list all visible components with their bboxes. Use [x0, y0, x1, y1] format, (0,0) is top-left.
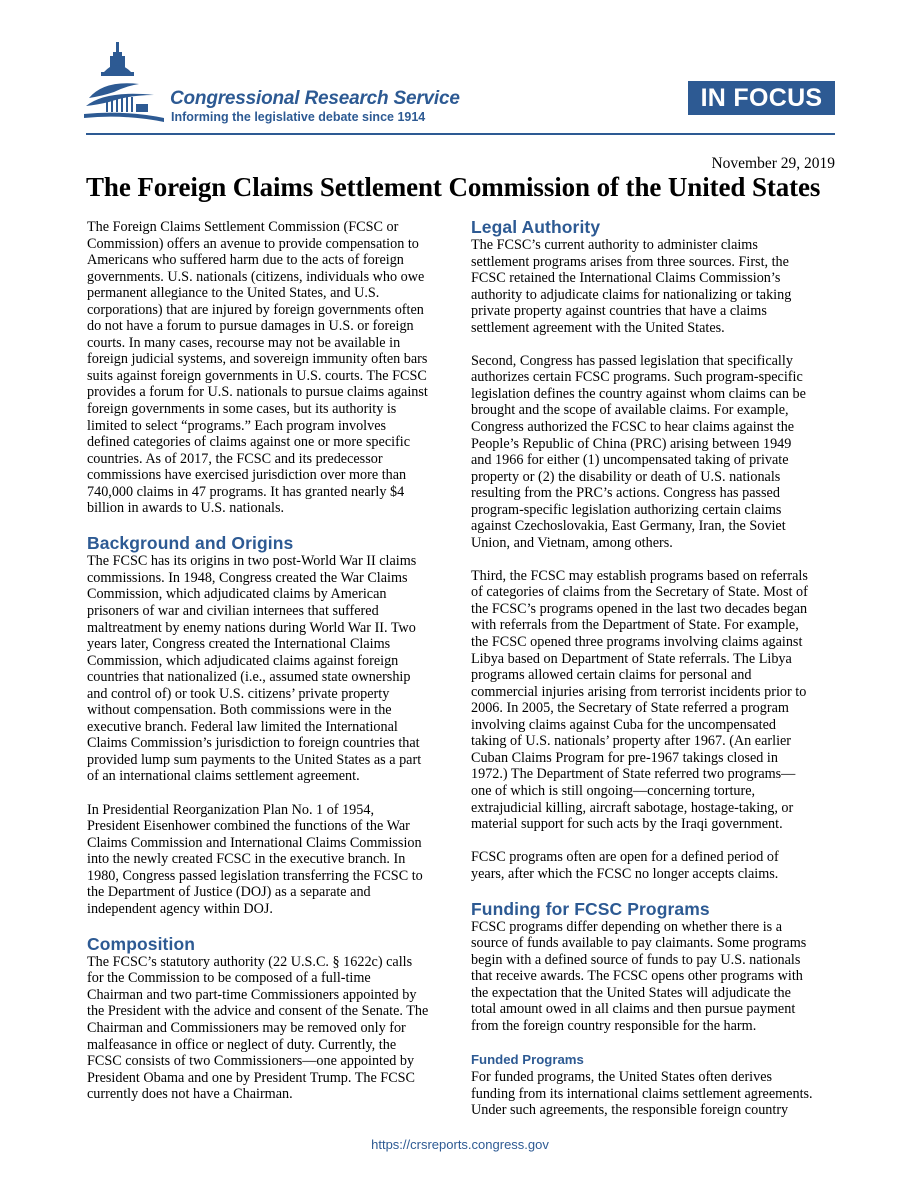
- text-line: do not have a forum to pursue damages in U.S. or foreign: [87, 318, 414, 335]
- footer-url-link[interactable]: https://crsreports.congress.gov: [371, 1137, 549, 1152]
- text-line: without compensation. Both commissions were in the: [87, 702, 392, 719]
- text-line: The FCSC’s current authority to administer claims: [471, 237, 758, 253]
- document-title: The Foreign Claims Settlement Commission of the United States: [86, 172, 821, 202]
- org-tagline: Informing the legislative debate since 1914: [171, 110, 426, 124]
- text-line: from the foreign country responsible for the harm.: [471, 1017, 757, 1034]
- header-divider: [86, 133, 835, 135]
- text-line: source of funds available to pay claimants. Some programs: [471, 935, 807, 952]
- text-line: President Obama and one by President Trump. The FCSC: [87, 1069, 416, 1086]
- text-line: program-specific legislation authorizing certain claims: [471, 501, 782, 518]
- text-line: Claims Commission’s jurisdiction to foreign countries that: [87, 735, 420, 752]
- background-paragraph-1: [87, 553, 450, 785]
- text-line: of categories of claims from the Secretary of State. Most of: [471, 584, 808, 601]
- text-line: FCSC programs differ depending on whether there is a: [471, 918, 783, 935]
- text-line: the President with the advice and consent of the Senate. The: [87, 1003, 429, 1020]
- text-line: The Foreign Claims Settlement Commission (FCSC or: [87, 219, 399, 235]
- text-line: brought and the scope of available claims. For example,: [471, 402, 789, 419]
- text-line: the FCSC’s programs opened in the last two decades began: [471, 600, 808, 617]
- text-line: suits against foreign governments in U.S. courts. The FCSC: [87, 367, 427, 384]
- text-line: defined categories of claims against one or more specific: [87, 434, 411, 451]
- legal-paragraph-3: [471, 568, 836, 833]
- text-line: FCSC consists of two Commissioners—one appointed by: [87, 1053, 415, 1070]
- composition-paragraph: [87, 954, 450, 1103]
- text-line: Commission, which adjudicated claims by American: [87, 586, 387, 603]
- text-line: provided lump sum payments to the United States as a part: [87, 751, 422, 768]
- text-line: for the Commission to be composed of a full-time: [87, 970, 371, 987]
- text-line: FCSC retained the International Claims Commission’s: [471, 270, 781, 287]
- text-line: material support for such acts by the Iraqi government.: [471, 816, 783, 833]
- text-line: People’s Republic of China (PRC) arising between 1949: [471, 435, 792, 452]
- text-line: In Presidential Reorganization Plan No. 1 of 1954,: [87, 801, 374, 818]
- text-line: that receive awards. The FCSC opens other programs with: [471, 968, 803, 985]
- text-line: Under such agreements, the responsible foreign country: [471, 1102, 789, 1119]
- left-column: [87, 219, 450, 1119]
- intro-paragraph: [87, 219, 450, 517]
- legal-paragraph-4: [471, 849, 836, 882]
- text-line: Chairman and Commissioners may be removed only for: [87, 1020, 406, 1037]
- text-line: For funded programs, the United States often derives: [471, 1069, 773, 1086]
- text-line: maltreatment by enemy nations during World War II. Two: [87, 619, 416, 636]
- text-line: malfeasance in office or neglect of duty. Currently, the: [87, 1036, 397, 1053]
- text-line: authority to adjudicate claims for nationalizing or taking: [471, 286, 792, 303]
- text-line: years, after which the FCSC no longer accepts claims.: [471, 865, 779, 882]
- text-line: 740,000 claims in 47 programs. It has granted nearly $4: [87, 483, 405, 500]
- text-line: resulting from the PRC’s actions. Congress has passed: [471, 485, 780, 502]
- funding-heading: Funding for FCSC Programs: [471, 898, 710, 919]
- text-line: currently does not have a Chairman.: [87, 1086, 293, 1103]
- text-line: Third, the FCSC may establish programs based on referrals: [471, 567, 808, 584]
- text-line: taking of U.S. nationals’ property after 1967. (An earlier: [471, 733, 792, 750]
- text-line: and 1966 for either (1) uncompensated taking of private: [471, 452, 789, 469]
- text-line: years later, Congress created the International Claims: [87, 636, 391, 653]
- text-line: governments. U.S. nationals (citizens, individuals who owe: [87, 268, 425, 285]
- text-line: Commission) offers an avenue to provide compensation to: [87, 235, 419, 252]
- text-line: President Eisenhower combined the functions of the War: [87, 818, 410, 835]
- right-column: [471, 217, 836, 1135]
- text-line: billion in awards to U.S. nationals.: [87, 500, 285, 517]
- text-line: countries that nationalized (i.e., assumed state ownership: [87, 669, 411, 686]
- text-line: the Department of Justice (DOJ) as a separate and: [87, 884, 371, 901]
- text-line: legislation defines the country against whom claims can be: [471, 385, 806, 402]
- text-line: 2006. In 2005, the Secretary of State referred a program: [471, 700, 789, 717]
- text-line: the expectation that the United States will adjudicate the: [471, 984, 791, 1001]
- background-heading: Background and Origins: [87, 533, 294, 554]
- text-line: Libya based on Department of State referrals. The Libya: [471, 650, 792, 667]
- legal-paragraph-2: [471, 353, 836, 552]
- text-line: foreign governments in some cases, but its authority is: [87, 401, 397, 418]
- text-line: settlement programs arises from three sources. First, the: [471, 253, 789, 270]
- text-line: courts. In many cases, recourse may not be available in: [87, 334, 401, 351]
- text-line: corporations) that are injured by foreign governments often: [87, 301, 424, 318]
- text-line: against Czechoslovakia, East Germany, Iran, the Soviet: [471, 518, 786, 535]
- in-focus-badge: IN FOCUS: [688, 81, 835, 115]
- text-line: foreign judicial systems, and sovereign immunity often bars: [87, 351, 428, 368]
- text-line: commercial injuries arising from terrorist incidents prior to: [471, 683, 807, 700]
- text-line: and control of) or took U.S. citizens’ private property: [87, 685, 390, 702]
- text-line: involving claims against Cuba for the uncompensated: [471, 716, 776, 733]
- text-line: prisoners of war and civilian internees that suffered: [87, 602, 379, 619]
- text-line: 1980, Congress passed legislation transferring the FCSC to: [87, 867, 423, 884]
- text-line: Chairman and two part-time Commissioners appointed by: [87, 986, 417, 1003]
- text-line: The FCSC’s statutory authority (22 U.S.C. § 1622c) calls: [87, 953, 413, 970]
- text-line: Union, and Vietnam, among others.: [471, 534, 673, 551]
- text-line: commissions have exercised jurisdiction over more than: [87, 467, 407, 484]
- text-line: with referrals from the Department of State. For example,: [471, 617, 799, 634]
- text-line: one of which is still ongoing—concerning torture,: [471, 782, 756, 799]
- text-line: private property against countries that have a claims: [471, 303, 767, 320]
- text-line: FCSC programs often are open for a defined period of: [471, 849, 779, 866]
- text-line: Commission, which adjudicated claims against foreign: [87, 652, 399, 669]
- text-line: settlement agreement with the United States.: [471, 319, 725, 336]
- text-line: limited to select “programs.” Each program involves: [87, 417, 387, 434]
- publication-date: November 29, 2019: [711, 155, 835, 172]
- text-line: Claims Commission and International Claims Commission: [87, 834, 422, 851]
- text-line: begin with a defined source of funds to pay U.S. nationals: [471, 951, 801, 968]
- text-line: extrajudicial killing, aircraft sabotage, hostage-taking, or: [471, 799, 794, 816]
- text-line: provides a forum for U.S. nationals to pursue claims against: [87, 384, 428, 401]
- text-line: into the newly created FCSC in the executive branch. In: [87, 851, 406, 868]
- funded-paragraph: [471, 1069, 836, 1119]
- text-line: commissions. In 1948, Congress created the War Claims: [87, 569, 408, 586]
- text-line: funding from its international claims settlement agreements.: [471, 1085, 813, 1102]
- text-line: The FCSC has its origins in two post-World War II claims: [87, 553, 417, 570]
- text-line: the FCSC opened three programs involving claims against: [471, 634, 803, 651]
- funding-paragraph: [471, 919, 836, 1035]
- text-line: programs allowed certain claims for personal and: [471, 667, 752, 684]
- text-line: independent agency within DOJ.: [87, 900, 273, 917]
- text-line: authorizes certain FCSC programs. Such program-specific: [471, 369, 803, 386]
- text-line: Congress authorized the FCSC to hear claims against the: [471, 418, 795, 435]
- background-paragraph-2: [87, 802, 450, 918]
- text-line: permanent allegiance to the United States, and U.S.: [87, 285, 380, 302]
- text-line: 1972.) The Department of State referred two programs—: [471, 766, 796, 783]
- text-line: total amount owed in all claims and then pursue payment: [471, 1001, 796, 1018]
- text-line: property or (2) the disability or death of U.S. nationals: [471, 468, 781, 485]
- text-line: executive branch. Federal law limited the International: [87, 718, 398, 735]
- composition-heading: Composition: [87, 933, 196, 954]
- text-line: Second, Congress has passed legislation that specifically: [471, 352, 793, 369]
- text-line: Americans who suffered harm due to the acts of foreign: [87, 252, 404, 269]
- legal-authority-heading: Legal Authority: [471, 217, 601, 237]
- text-line: Cuban Claims Program for pre-1967 takings closed in: [471, 749, 778, 766]
- org-name: Congressional Research Service: [170, 88, 460, 109]
- text-line: countries. As of 2017, the FCSC and its predecessor: [87, 450, 383, 467]
- text-line: of an international claims settlement agreement.: [87, 768, 360, 785]
- legal-paragraph-1: [471, 237, 836, 336]
- funded-programs-subheading: Funded Programs: [471, 1052, 584, 1068]
